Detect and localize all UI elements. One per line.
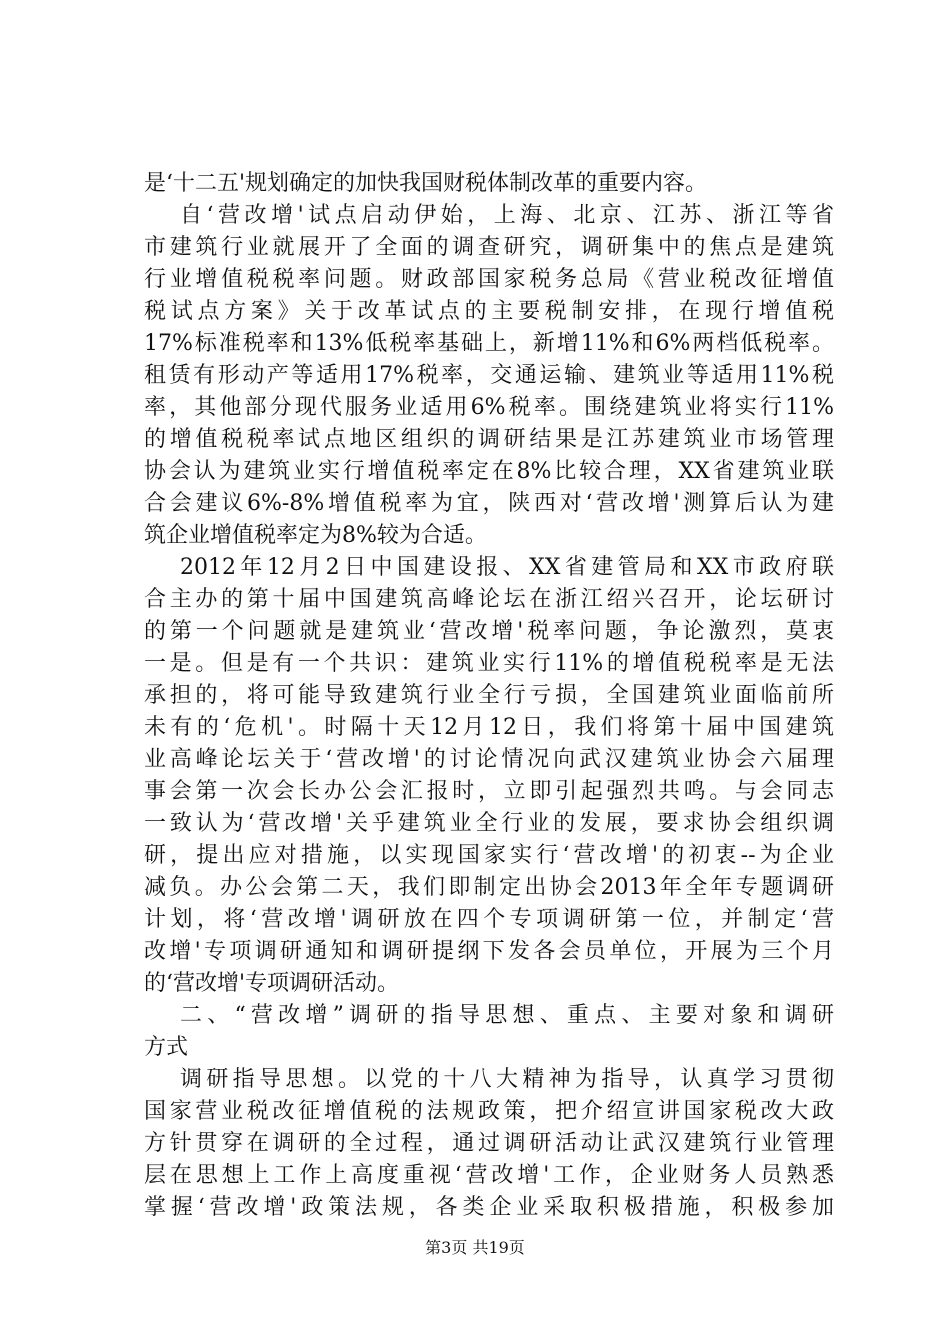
text-line: 17%标准税率和13%低税率基础上，新增11%和6%两档低税率。 <box>144 331 834 356</box>
text-line: 率，其他部分现代服务业适用6%税率。围绕建筑业将实行11% <box>144 395 834 420</box>
paragraph-end-line: 筑企业增值税率定为8%较为合适。 <box>144 523 487 548</box>
paragraph-start-line: 调研指导思想。以党的十八大精神为指导，认真学习贯彻 <box>180 1067 834 1092</box>
text-line: 一是。但是有一个共识：建筑业实行11%的增值税税率是无法 <box>144 651 834 676</box>
text-line: 研，提出应对措施，以实现国家实行‘营改增'的初衷--为企业 <box>144 843 834 868</box>
text-line: 行业增值税税率问题。财政部国家税务总局《营业税改征增值 <box>144 267 834 292</box>
text-line: 事会第一次会长办公会汇报时，立即引起强烈共鸣。与会同志 <box>144 779 834 804</box>
text-line: 协会认为建筑业实行增值税率定在8%比较合理，XX省建筑业联 <box>144 459 834 484</box>
text-line: 层在思想上工作上高度重视‘营改增'工作，企业财务人员熟悉 <box>144 1163 834 1188</box>
text-line: 国家营业税改征增值税的法规政策，把介绍宣讲国家税改大政 <box>144 1099 834 1124</box>
text-line: 改增'专项调研通知和调研提纲下发各会员单位，开展为三个月 <box>144 939 834 964</box>
text-line: 方针贯穿在调研的全过程，通过调研活动让武汉建筑行业管理 <box>144 1131 834 1156</box>
text-line: 的第一个问题就是建筑业‘营改增'税率问题，争论激烈，莫衷 <box>144 619 834 644</box>
section-heading-end-line: 方式 <box>144 1035 189 1060</box>
paragraph-start-line: 2012年12月2日中国建设报、XX省建管局和XX市政府联 <box>180 555 834 580</box>
page-number-footer: 第3页 共19页 <box>425 1238 525 1257</box>
section-heading-line: 二、“营改增”调研的指导思想、重点、主要对象和调研 <box>180 1003 834 1028</box>
text-line: 税试点方案》关于改革试点的主要税制安排，在现行增值税 <box>144 299 834 324</box>
text-line: 减负。办公会第二天，我们即制定出协会2013年全年专题调研 <box>144 875 834 900</box>
text-line: 合主办的第十届中国建筑高峰论坛在浙江绍兴召开，论坛研讨 <box>144 587 834 612</box>
text-line: 租赁有形动产等适用17%税率，交通运输、建筑业等适用11%税 <box>144 363 834 388</box>
text-line: 市建筑行业就展开了全面的调查研究，调研集中的焦点是建筑 <box>144 235 834 260</box>
text-line: 掌握‘营改增'政策法规，各类企业采取积极措施，积极参加 <box>144 1195 834 1220</box>
text-line: 计划，将‘营改增'调研放在四个专项调研第一位，并制定‘营 <box>144 907 834 932</box>
text-line: 的增值税税率试点地区组织的调研结果是江苏建筑业市场管理 <box>144 427 834 452</box>
paragraph-start-line: 自‘营改增'试点启动伊始，上海、北京、江苏、浙江等省 <box>180 203 834 228</box>
document-body <box>144 168 834 1224</box>
text-line: 业高峰论坛关于‘营改增'的讨论情况向武汉建筑业协会六届理 <box>144 747 834 772</box>
text-line: 未有的‘危机'。时隔十天12月12日，我们将第十届中国建筑 <box>144 715 834 740</box>
text-line: 合会建议6%-8%增值税率为宜，陕西对‘营改增'测算后认为建 <box>144 491 834 516</box>
paragraph-end-line: 的‘营改增'专项调研活动。 <box>144 971 400 996</box>
text-line: 是‘十二五'规划确定的加快我国财税体制改革的重要内容。 <box>144 171 708 196</box>
text-line: 一致认为‘营改增'关乎建筑业全行业的发展，要求协会组织调 <box>144 811 834 836</box>
text-line: 承担的，将可能导致建筑行业全行亏损，全国建筑业面临前所 <box>144 683 834 708</box>
